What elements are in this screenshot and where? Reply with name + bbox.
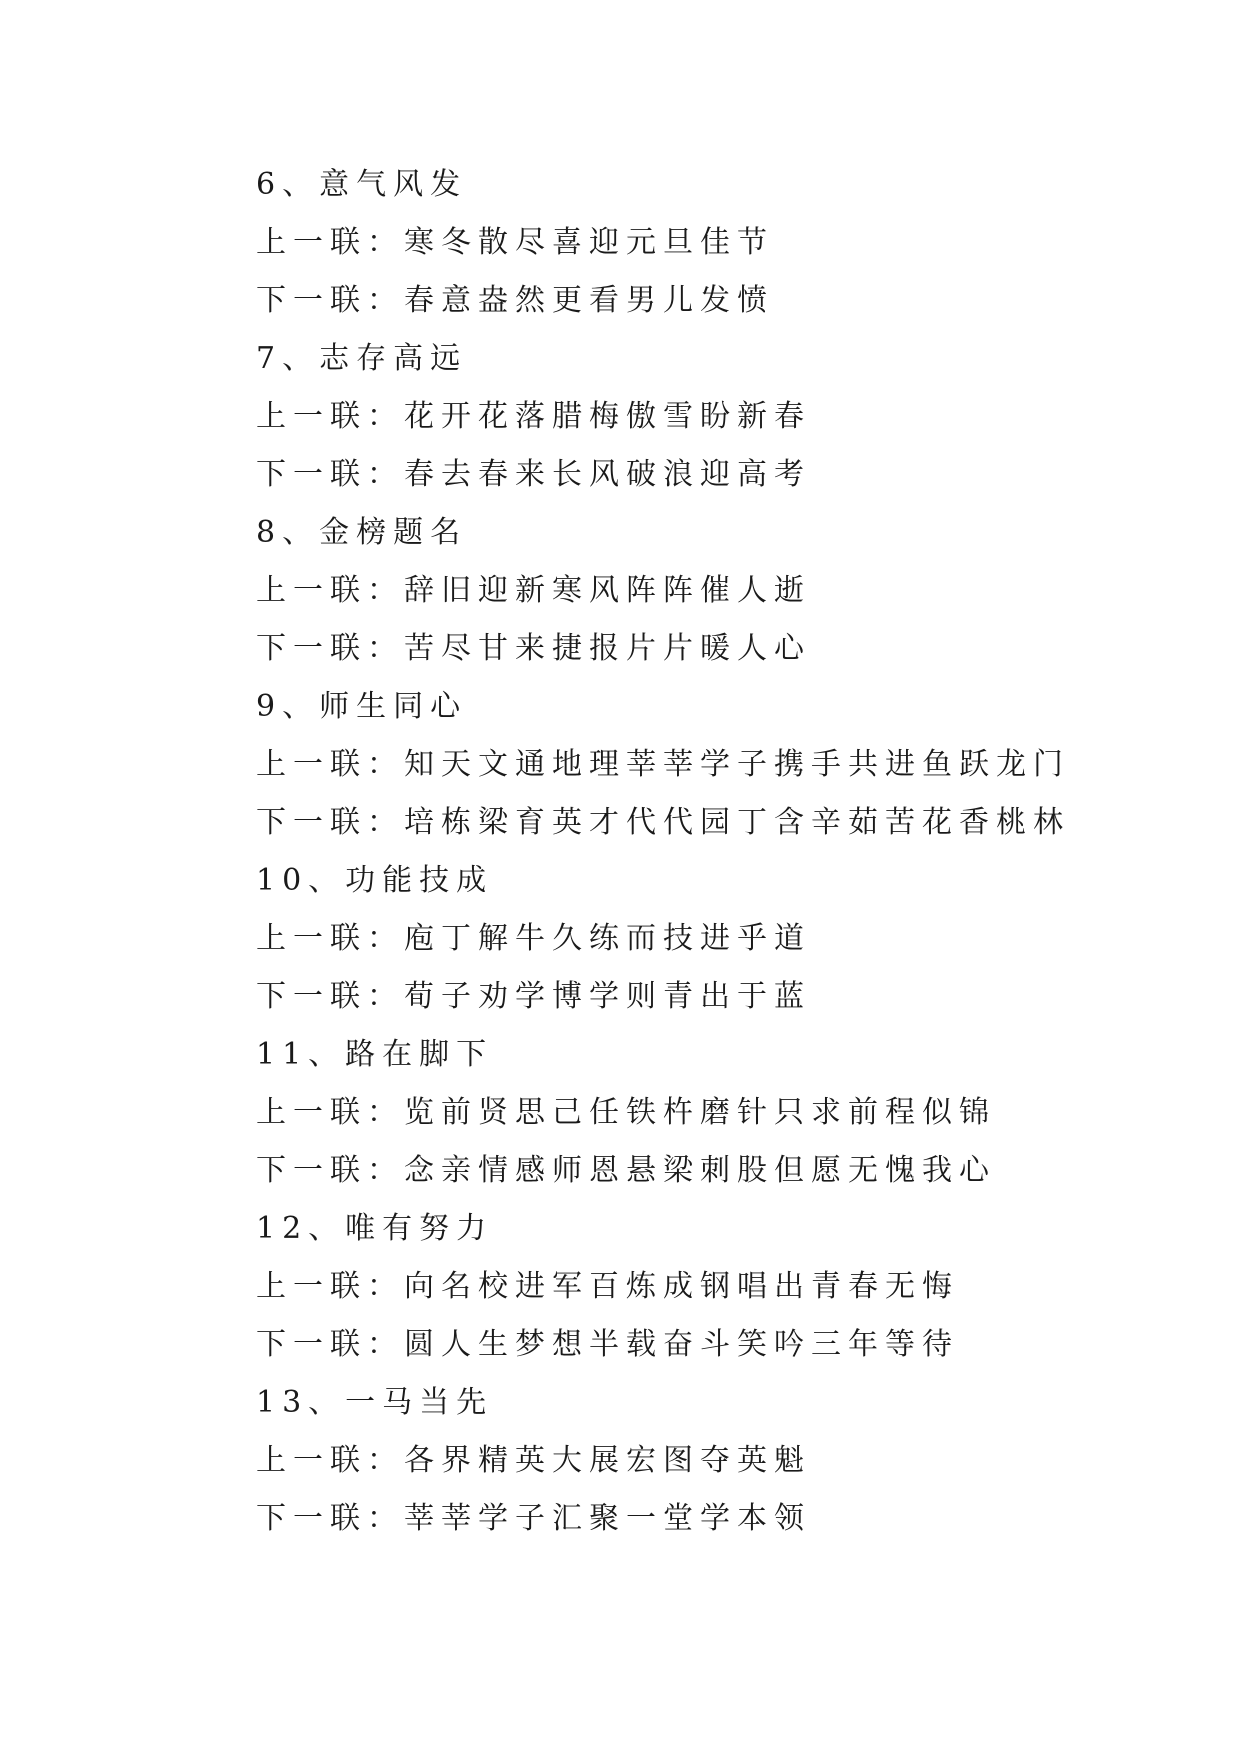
section-heading: 6、意气风发 — [256, 167, 468, 202]
lower-couplet-text: 莘莘学子汇聚一堂学本领 — [404, 1501, 811, 1536]
couplet-list — [256, 156, 1156, 1548]
lower-couplet-text: 春意盎然更看男儿发愤 — [404, 283, 774, 318]
lower-couplet-label: 下一联： — [256, 1327, 404, 1362]
section-heading: 7、志存高远 — [256, 341, 468, 376]
upper-couplet-line — [256, 1258, 1156, 1316]
upper-couplet-line — [256, 736, 1156, 794]
lower-couplet-line — [256, 1316, 1156, 1374]
upper-couplet-text: 向名校进军百炼成钢唱出青春无悔 — [404, 1269, 959, 1304]
section-heading: 12、唯有努力 — [256, 1211, 494, 1246]
upper-couplet-line — [256, 388, 1156, 446]
lower-couplet-label: 下一联： — [256, 631, 404, 666]
upper-couplet-line — [256, 1084, 1156, 1142]
section-heading: 8、金榜题名 — [256, 515, 468, 550]
upper-couplet-line — [256, 910, 1156, 968]
section-heading: 10、功能技成 — [256, 863, 494, 898]
lower-couplet-text: 念亲情感师恩悬梁刺股但愿无愧我心 — [404, 1153, 996, 1188]
lower-couplet-label: 下一联： — [256, 1153, 404, 1188]
upper-couplet-label: 上一联： — [256, 399, 404, 434]
upper-couplet-text: 各界精英大展宏图夺英魁 — [404, 1443, 811, 1478]
upper-couplet-label: 上一联： — [256, 747, 404, 782]
lower-couplet-text: 培栋梁育英才代代园丁含辛茹苦花香桃林 — [404, 805, 1070, 840]
lower-couplet-line — [256, 1490, 1156, 1548]
section-heading: 9、师生同心 — [256, 689, 468, 724]
upper-couplet-text: 寒冬散尽喜迎元旦佳节 — [404, 225, 774, 260]
lower-couplet-line — [256, 446, 1156, 504]
lower-couplet-label: 下一联： — [256, 457, 404, 492]
section-heading: 13、一马当先 — [256, 1385, 494, 1420]
upper-couplet-text: 花开花落腊梅傲雪盼新春 — [404, 399, 811, 434]
upper-couplet-label: 上一联： — [256, 573, 404, 608]
upper-couplet-label: 上一联： — [256, 1443, 404, 1478]
lower-couplet-label: 下一联： — [256, 805, 404, 840]
lower-couplet-line — [256, 272, 1156, 330]
lower-couplet-text: 苦尽甘来捷报片片暖人心 — [404, 631, 811, 666]
upper-couplet-text: 庖丁解牛久练而技进乎道 — [404, 921, 811, 956]
upper-couplet-line — [256, 1432, 1156, 1490]
lower-couplet-label: 下一联： — [256, 979, 404, 1014]
lower-couplet-line — [256, 620, 1156, 678]
lower-couplet-label: 下一联： — [256, 1501, 404, 1536]
section-heading: 11、路在脚下 — [256, 1037, 494, 1072]
lower-couplet-line — [256, 1142, 1156, 1200]
lower-couplet-label: 下一联： — [256, 283, 404, 318]
upper-couplet-line — [256, 562, 1156, 620]
upper-couplet-label: 上一联： — [256, 921, 404, 956]
upper-couplet-text: 辞旧迎新寒风阵阵催人逝 — [404, 573, 811, 608]
upper-couplet-line — [256, 214, 1156, 272]
lower-couplet-line — [256, 968, 1156, 1026]
lower-couplet-text: 春去春来长风破浪迎高考 — [404, 457, 811, 492]
lower-couplet-text: 荀子劝学博学则青出于蓝 — [404, 979, 811, 1014]
upper-couplet-label: 上一联： — [256, 1095, 404, 1130]
upper-couplet-text: 知天文通地理莘莘学子携手共进鱼跃龙门 — [404, 747, 1070, 782]
lower-couplet-text: 圆人生梦想半载奋斗笑吟三年等待 — [404, 1327, 959, 1362]
upper-couplet-label: 上一联： — [256, 225, 404, 260]
upper-couplet-text: 览前贤思己任铁杵磨针只求前程似锦 — [404, 1095, 996, 1130]
lower-couplet-line — [256, 794, 1156, 852]
upper-couplet-label: 上一联： — [256, 1269, 404, 1304]
